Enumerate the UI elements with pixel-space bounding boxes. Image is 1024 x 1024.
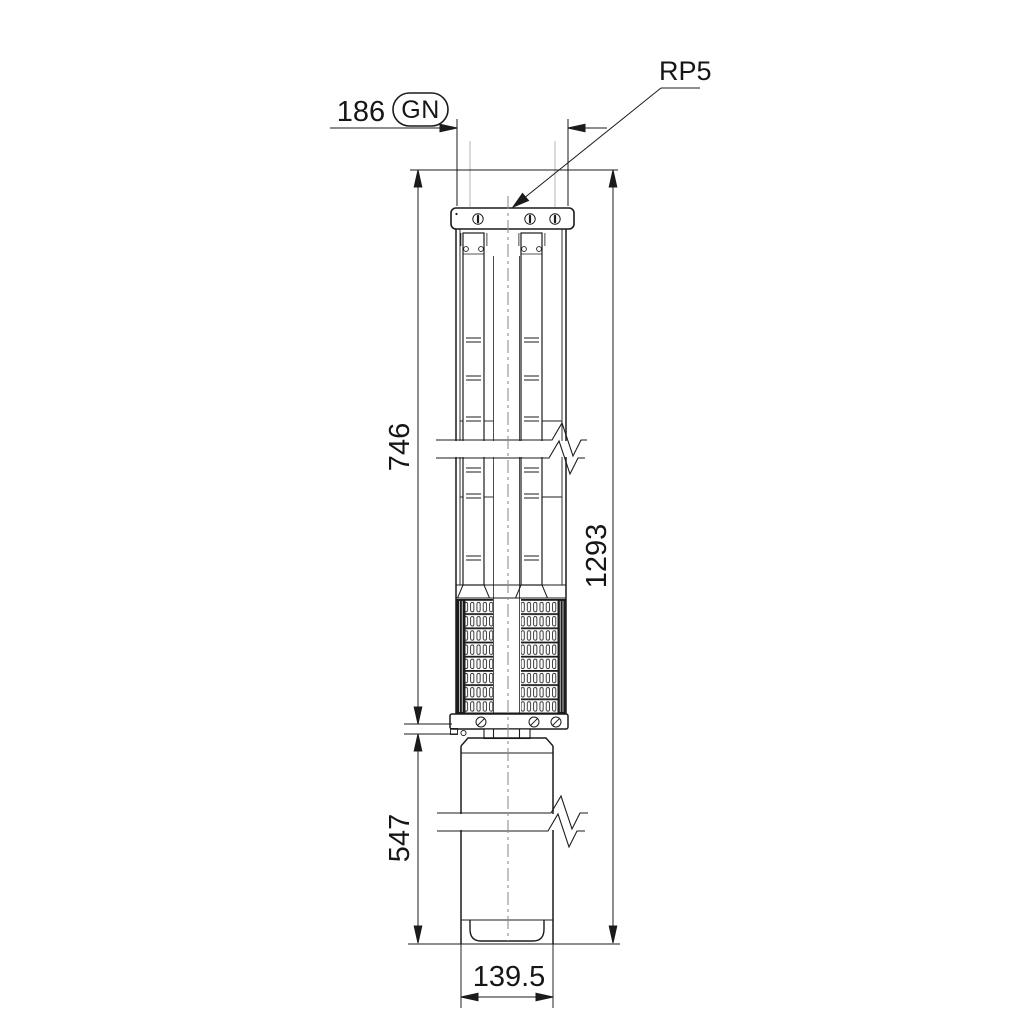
- gn-badge-label: GN: [401, 96, 440, 124]
- top-plate: [451, 208, 574, 229]
- dim-186-label: 186: [336, 96, 386, 128]
- rp5-label: RP5: [659, 56, 712, 86]
- dim-1293-label: 1293: [581, 523, 613, 589]
- dim-547-label: 547: [384, 813, 416, 863]
- dim-746-label: 746: [384, 422, 416, 472]
- dim-139-5-label: 139.5: [472, 961, 546, 993]
- motor-coupling: [484, 729, 530, 739]
